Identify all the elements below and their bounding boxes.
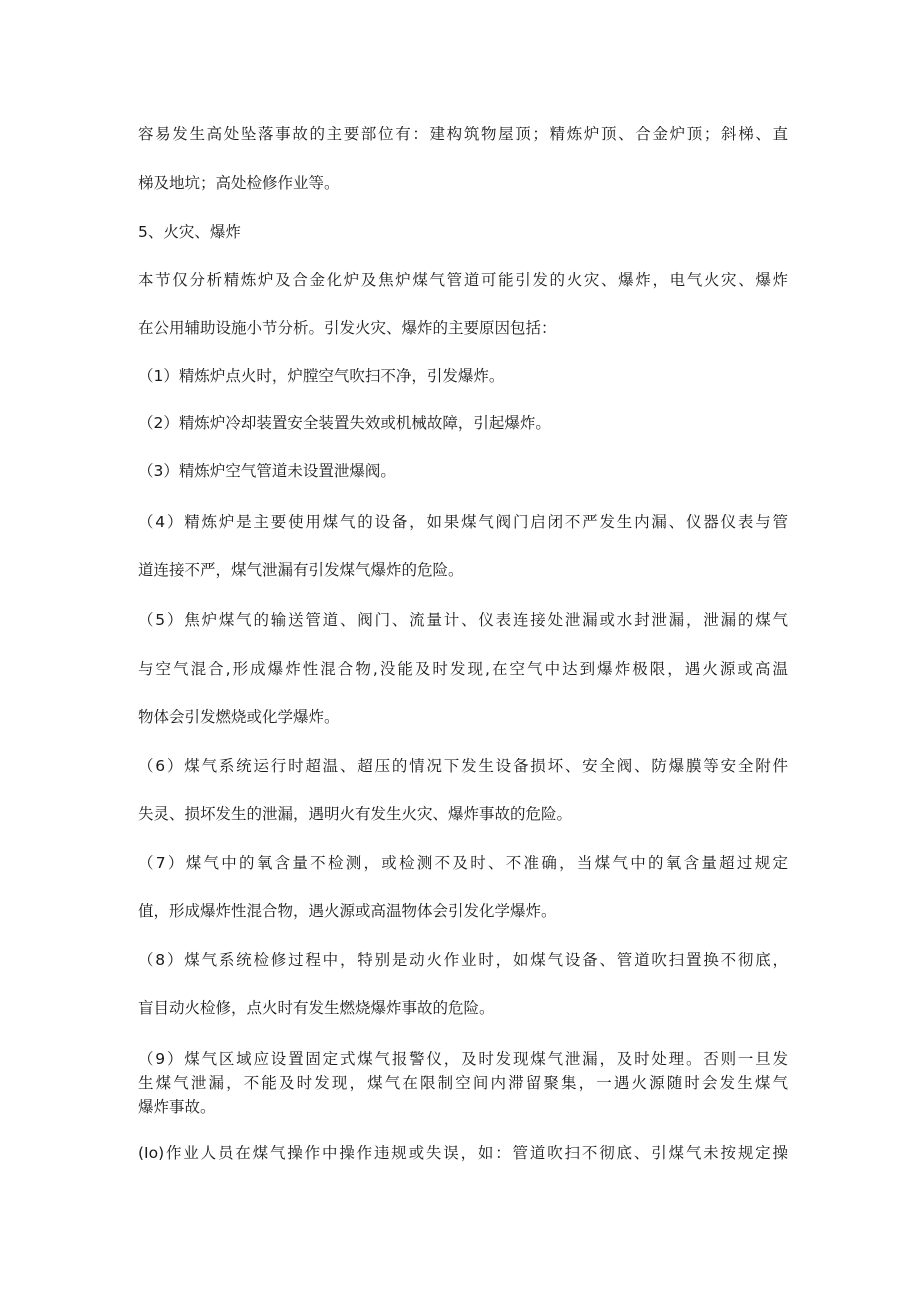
section-heading: 5、火灾、爆炸 <box>138 223 241 241</box>
list-item: （1）精炼炉点火时，炉膛空气吹扫不净，引发爆炸。 <box>138 367 505 385</box>
list-item: （3）精炼炉空气管道未设置泄爆阀。 <box>138 462 396 480</box>
text-line: 失灵、损坏发生的泄漏，遇明火有发生火灾、爆炸事故的危险。 <box>138 805 573 823</box>
list-item: （6）煤气系统运行时超温、超压的情况下发生设备损坏、安全阀、防爆膜等安全附件 <box>138 757 788 775</box>
list-item: （5）焦炉煤气的输送管道、阀门、流量计、仪表连接处泄漏或水封泄漏，泄漏的煤气 <box>138 611 788 629</box>
list-item: （4）精炼炉是主要使用煤气的设备，如果煤气阀门启闭不严发生内漏、仪器仪表与管 <box>138 513 788 531</box>
list-item: （8）煤气系统检修过程中，特别是动火作业时，如煤气设备、管道吹扫置换不彻底， <box>138 951 788 969</box>
text-line: 梯及地坑；高处检修作业等。 <box>138 174 340 192</box>
text-line: 爆炸事故。 <box>138 1098 216 1116</box>
list-item: （2）精炼炉冷却装置安全装置失效或机械故障，引起爆炸。 <box>138 414 551 432</box>
text-line: 物体会引发燃烧或化学爆炸。 <box>138 708 340 726</box>
text-line: 容易发生高处坠落事故的主要部位有：建构筑物屋顶；精炼炉顶、合金炉顶；斜梯、直 <box>138 125 788 143</box>
text-line: 与空气混合,形成爆炸性混合物,没能及时发现,在空气中达到爆炸极限，遇火源或高温 <box>138 660 788 678</box>
text-line: 在公用辅助设施小节分析。引发火灾、爆炸的主要原因包括： <box>138 319 557 337</box>
text-line: 生煤气泄漏，不能及时发现，煤气在限制空间内滞留聚集，一遇火源随时会发生煤气 <box>138 1074 788 1092</box>
text-line: 道连接不严，煤气泄漏有引发煤气爆炸的危险。 <box>138 561 464 579</box>
text-line: 值，形成爆炸性混合物，遇火源或高温物体会引发化学爆炸。 <box>138 902 557 920</box>
list-item: （7）煤气中的氧含量不检测，或检测不及时、不准确，当煤气中的氧含量超过规定 <box>138 854 788 872</box>
list-item: (Io)作业人员在煤气操作中操作违规或失误，如：管道吹扫不彻底、引煤气未按规定操 <box>138 1144 788 1162</box>
text-line: 本节仅分析精炼炉及合金化炉及焦炉煤气管道可能引发的火灾、爆炸，电气火灾、爆炸 <box>138 271 788 289</box>
list-item: （9）煤气区域应设置固定式煤气报警仪，及时发现煤气泄漏，及时处理。否则一旦发 <box>138 1050 788 1068</box>
text-line: 盲目动火检修，点火时有发生燃烧爆炸事故的危险。 <box>138 999 495 1017</box>
